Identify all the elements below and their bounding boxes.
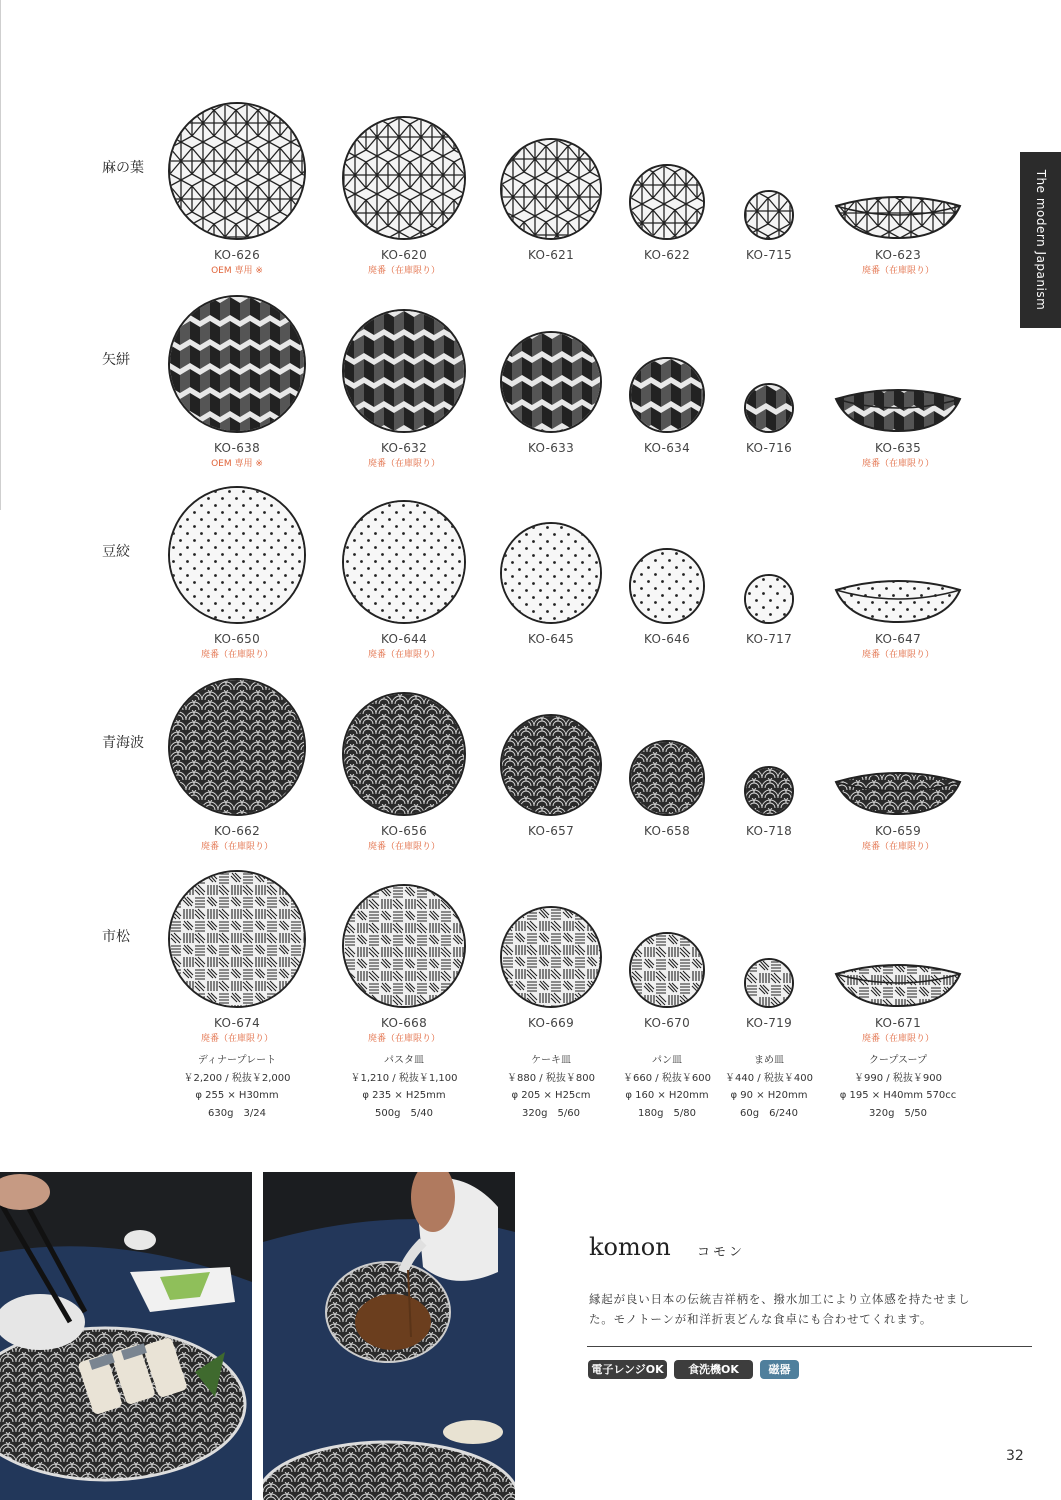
product-status-note: 廃番（在庫限り） (861, 1034, 934, 1044)
spec-weight: 630g 3/24 (208, 1107, 266, 1119)
product-code: KO-634 (643, 441, 691, 455)
product-code: KO-669 (527, 1016, 575, 1030)
product-code: KO-718 (745, 824, 793, 838)
product-status-note: 廃番（在庫限り） (367, 650, 440, 660)
spec-weight: 320g 5/50 (869, 1107, 927, 1119)
spec-price: ￥990 / 税抜￥900 (854, 1072, 942, 1084)
badge-porcelain: 磁器 (760, 1360, 799, 1379)
product-code: KO-719 (745, 1016, 793, 1030)
spec-name: ディナープレート (197, 1055, 277, 1066)
plate-ichimatsu (342, 884, 466, 1008)
left-margin-rule (0, 0, 1, 510)
spec-price: ￥440 / 税抜￥400 (725, 1072, 813, 1084)
product-title-en: komon (589, 1233, 671, 1261)
product-code: KO-650 (213, 632, 261, 646)
row-label: 矢絣 (102, 352, 130, 368)
product-status-note: 廃番（在庫限り） (367, 1034, 440, 1044)
plate-asanoha (500, 138, 602, 240)
product-code: KO-623 (874, 248, 922, 262)
product-code: KO-657 (527, 824, 575, 838)
product-code: KO-647 (874, 632, 922, 646)
product-status-note: 廃番（在庫限り） (861, 266, 934, 276)
photo-soy-sauce-pour (263, 1172, 515, 1500)
spec-column (329, 1052, 479, 1122)
plate-asanoha (342, 116, 466, 240)
plate-mameshibori (168, 486, 306, 624)
spec-column (823, 1052, 973, 1122)
bowl-yagasuri (834, 387, 962, 433)
bowl-seigaiha (834, 770, 962, 816)
badge-dishwasher-ok: 食洗機OK (674, 1360, 753, 1379)
bowl-asanoha (834, 194, 962, 240)
product-code: KO-645 (527, 632, 575, 646)
product-status-note: OEM 専用 ※ (211, 459, 263, 469)
product-status-note: 廃番（在庫限り） (367, 266, 440, 276)
plate-asanoha (168, 102, 306, 240)
spec-name: まめ皿 (754, 1055, 784, 1066)
plate-mameshibori (342, 500, 466, 624)
spec-price: ￥660 / 税抜￥600 (623, 1072, 711, 1084)
product-code: KO-658 (643, 824, 691, 838)
product-code: KO-717 (745, 632, 793, 646)
bowl-mameshibori (834, 578, 962, 624)
side-tab-label: The modern Japanism (1033, 169, 1048, 311)
spec-size: φ 160 × H20mm (625, 1090, 709, 1101)
spec-name: ケーキ皿 (531, 1055, 571, 1066)
product-status-note: 廃番（在庫限り） (367, 842, 440, 852)
row-label: 豆絞 (102, 544, 130, 560)
plate-yagasuri (744, 383, 794, 433)
product-code: KO-632 (380, 441, 428, 455)
product-status-note: 廃番（在庫限り） (200, 842, 273, 852)
product-code: KO-671 (874, 1016, 922, 1030)
product-code: KO-633 (527, 441, 575, 455)
plate-mameshibori (744, 574, 794, 624)
product-code: KO-659 (874, 824, 922, 838)
plate-ichimatsu (168, 870, 306, 1008)
product-code: KO-644 (380, 632, 428, 646)
plate-ichimatsu (500, 906, 602, 1008)
spec-size: φ 255 × H30mm (195, 1090, 279, 1101)
row-label: 麻の葉 (102, 160, 144, 176)
plate-yagasuri (168, 295, 306, 433)
plate-ichimatsu (629, 932, 705, 1008)
row-label: 市松 (102, 929, 130, 945)
divider (587, 1346, 1032, 1347)
row-label: 青海波 (102, 735, 144, 751)
product-status-note: 廃番（在庫限り） (861, 842, 934, 852)
photo-sushi-plate (0, 1172, 252, 1500)
product-title-ja: コモン (697, 1245, 746, 1260)
spec-name: パスタ皿 (384, 1055, 424, 1066)
spec-column (162, 1052, 312, 1122)
plate-yagasuri (342, 309, 466, 433)
section-side-tab (1020, 152, 1061, 328)
spec-price: ￥880 / 税抜￥800 (507, 1072, 595, 1084)
spec-name: パン皿 (652, 1055, 682, 1066)
product-status-note: 廃番（在庫限り） (367, 459, 440, 469)
product-status-note: 廃番（在庫限り） (200, 650, 273, 660)
product-status-note: 廃番（在庫限り） (861, 459, 934, 469)
product-code: KO-668 (380, 1016, 428, 1030)
plate-ichimatsu (744, 958, 794, 1008)
badge-microwave-ok: 電子レンジOK (588, 1360, 667, 1379)
product-code: KO-716 (745, 441, 793, 455)
spec-weight: 60g 6/240 (740, 1107, 798, 1119)
spec-weight: 320g 5/60 (522, 1107, 580, 1119)
product-code: KO-620 (380, 248, 428, 262)
product-description: 縁起が良い日本の伝統吉祥柄を、撥水加工により立体感を持たせました。モノトーンが和洋折衷どんな食卓にも合わせてくれます。 (589, 1292, 971, 1326)
spec-weight: 180g 5/80 (638, 1107, 696, 1119)
spec-size: φ 205 × H25cm (511, 1090, 591, 1101)
product-code: KO-621 (527, 248, 575, 262)
product-code: KO-656 (380, 824, 428, 838)
plate-asanoha (629, 164, 705, 240)
plate-seigaiha (629, 740, 705, 816)
product-code: KO-638 (213, 441, 261, 455)
plate-mameshibori (629, 548, 705, 624)
spec-size: φ 195 × H40mm 570cc (839, 1090, 957, 1101)
spec-size: φ 235 × H25mm (362, 1090, 446, 1101)
product-code: KO-674 (213, 1016, 261, 1030)
spec-weight: 500g 5/40 (375, 1107, 433, 1119)
plate-mameshibori (500, 522, 602, 624)
plate-asanoha (744, 190, 794, 240)
product-code: KO-626 (213, 248, 261, 262)
product-status-note: 廃番（在庫限り） (861, 650, 934, 660)
plate-seigaiha (744, 766, 794, 816)
product-code: KO-646 (643, 632, 691, 646)
spec-price: ￥1,210 / 税抜￥1,100 (350, 1072, 458, 1084)
product-code: KO-662 (213, 824, 261, 838)
bowl-ichimatsu (834, 962, 962, 1008)
product-code: KO-670 (643, 1016, 691, 1030)
plate-seigaiha (168, 678, 306, 816)
spec-column (694, 1052, 844, 1122)
spec-name: クープスープ (868, 1055, 928, 1066)
plate-seigaiha (342, 692, 466, 816)
plate-yagasuri (629, 357, 705, 433)
product-code: KO-715 (745, 248, 793, 262)
plate-seigaiha (500, 714, 602, 816)
product-status-note: 廃番（在庫限り） (200, 1034, 273, 1044)
page-number: 32 (1006, 1448, 1024, 1464)
product-code: KO-635 (874, 441, 922, 455)
product-code: KO-622 (643, 248, 691, 262)
product-status-note: OEM 専用 ※ (211, 266, 263, 276)
plate-yagasuri (500, 331, 602, 433)
spec-size: φ 90 × H20mm (730, 1090, 808, 1101)
spec-price: ￥2,200 / 税抜￥2,000 (183, 1072, 291, 1084)
